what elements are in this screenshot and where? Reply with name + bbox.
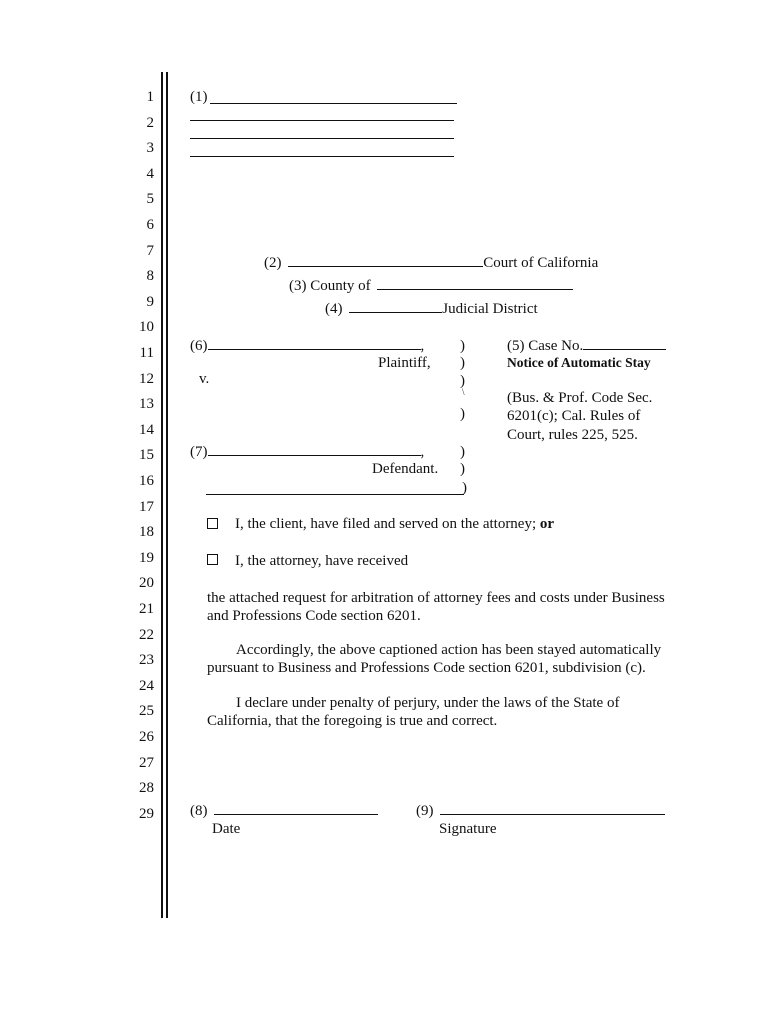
- line-number: 18: [139, 524, 154, 541]
- district-line: [325, 302, 538, 317]
- line-number: 26: [139, 729, 154, 745]
- defendant-label: Defendant.: [372, 461, 439, 477]
- county-blank[interactable]: [377, 288, 573, 290]
- date-field: [190, 804, 378, 819]
- line-number: 2: [146, 114, 154, 131]
- attorney-line-3[interactable]: [190, 138, 454, 139]
- plaintiff-label: Plaintiff,: [378, 355, 431, 371]
- caption-paren: ): [460, 338, 465, 354]
- line-number: 22: [139, 626, 154, 643]
- body-paragraph-3-line-2: California, that the foregoing is true and correct.: [207, 713, 498, 729]
- plaintiff-name-line: (6) ,: [190, 338, 425, 354]
- date-blank[interactable]: [214, 813, 378, 815]
- attorney-option-text: I, the attorney, have received: [235, 553, 409, 569]
- court-number: (2): [264, 255, 282, 271]
- line-number: 14: [139, 421, 154, 438]
- statute-line-2: 6201(c); Cal. Rules of: [507, 408, 641, 424]
- case-number-line: [507, 339, 666, 354]
- body-paragraph-1: the attached request for arbitration of attorney fees and costs under Business and Professions Code section 6201.: [207, 590, 665, 624]
- signature-field: [416, 804, 665, 819]
- case-number-blank[interactable]: [583, 348, 666, 350]
- court-name-line: [264, 256, 598, 271]
- signature-blank[interactable]: [440, 813, 665, 815]
- line-number: 15: [139, 447, 154, 464]
- line-number: 9: [146, 293, 154, 310]
- plaintiff-number: (6): [190, 338, 208, 354]
- county-line: [289, 279, 573, 294]
- line-number: 13: [139, 396, 154, 413]
- line-number: 23: [139, 652, 154, 669]
- line-number: 11: [139, 345, 154, 361]
- line-number: 28: [139, 780, 154, 797]
- line-number: 29: [139, 805, 154, 822]
- statute-line-3: Court, rules 225, 525.: [507, 427, 638, 443]
- court-name-blank[interactable]: [288, 265, 483, 267]
- attorney-checkbox[interactable]: [207, 554, 218, 565]
- plaintiff-name-blank[interactable]: [208, 348, 421, 350]
- county-label: (3) County of: [289, 278, 371, 294]
- line-number: 10: [139, 319, 154, 336]
- defendant-name-line: (7) ,: [190, 444, 425, 460]
- caption-bottom-line: [206, 494, 464, 495]
- case-number-label: (5) Case No.: [507, 338, 584, 354]
- caption-paren: ): [460, 461, 465, 477]
- district-number: (4): [325, 301, 343, 317]
- versus-label: v.: [199, 371, 210, 387]
- attorney-line-1[interactable]: [210, 103, 457, 104]
- line-number: 3: [146, 140, 154, 157]
- attorney-line-4[interactable]: [190, 156, 454, 157]
- statute-line-1: (Bus. & Prof. Code Sec.: [507, 390, 653, 406]
- client-checkbox[interactable]: [207, 518, 218, 529]
- line-number: 1: [146, 89, 154, 105]
- caption-paren: ): [460, 406, 465, 422]
- defendant-name-blank[interactable]: [208, 454, 421, 456]
- signature-number: (9): [416, 803, 434, 819]
- attorney-line-2[interactable]: [190, 120, 454, 121]
- attorney-field-label: (1): [190, 89, 208, 105]
- client-option-text: I, the client, have filed and served on the attorney; or: [235, 516, 555, 532]
- line-number: 16: [139, 473, 154, 489]
- line-number: 7: [146, 242, 154, 259]
- signature-label: Signature: [439, 821, 497, 837]
- line-number: 6: [146, 217, 154, 233]
- line-number: 20: [139, 575, 154, 592]
- court-suffix: Court of California: [483, 255, 599, 271]
- line-number: 19: [139, 549, 154, 566]
- caption-paren: \: [462, 387, 465, 397]
- line-number: 5: [146, 191, 154, 208]
- caption-paren: ): [460, 355, 465, 371]
- caption-close-paren: ): [462, 480, 467, 496]
- line-number: 25: [139, 703, 154, 720]
- date-number: (8): [190, 803, 208, 819]
- line-number: 21: [139, 601, 154, 617]
- caption-paren: ): [460, 444, 465, 460]
- line-number: 4: [146, 165, 154, 182]
- body-paragraph-3-line-1: I declare under penalty of perjury, under the laws of the State of: [236, 695, 620, 711]
- district-suffix: Judicial District: [442, 301, 538, 317]
- body-paragraph-2-line-1: Accordingly, the above captioned action has been stayed automatically: [236, 642, 662, 658]
- margin-line-left: [161, 72, 163, 918]
- line-number: 27: [139, 754, 154, 771]
- document-title: Notice of Automatic Stay: [507, 355, 651, 370]
- caption-paren: ): [460, 373, 465, 389]
- line-number: 17: [139, 498, 154, 515]
- date-label: Date: [212, 821, 241, 837]
- line-number: 12: [139, 370, 154, 387]
- district-blank[interactable]: [349, 311, 442, 313]
- line-number: 24: [139, 677, 154, 694]
- margin-line-right: [166, 72, 168, 918]
- defendant-number: (7): [190, 444, 208, 460]
- body-paragraph-2-line-2: pursuant to Business and Professions Code section 6201, subdivision (c).: [207, 660, 646, 676]
- line-number: 8: [146, 268, 154, 285]
